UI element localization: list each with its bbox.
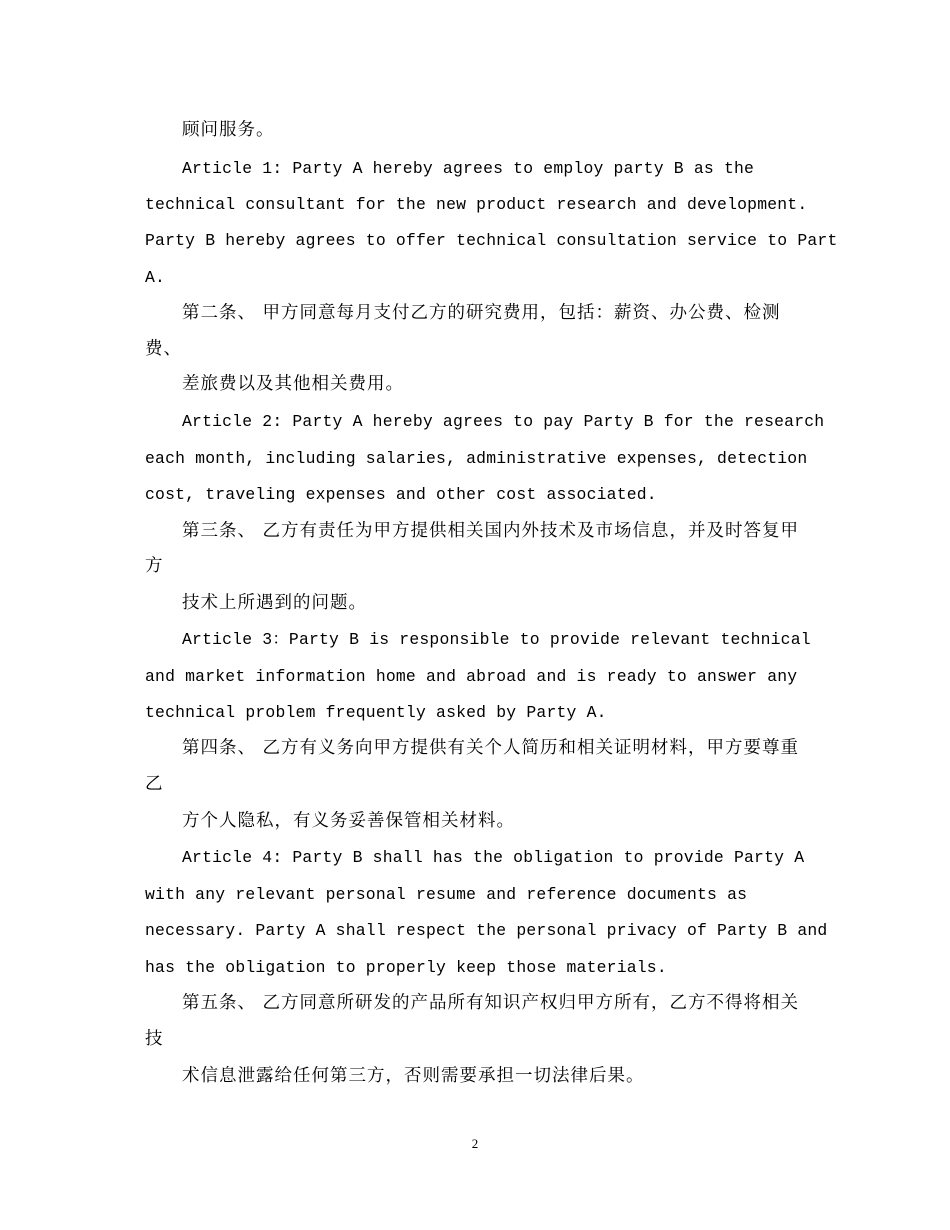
text-line: 第二条、 甲方同意每月支付乙方的研究费用，包括：薪资、办公费、检测 — [182, 303, 781, 323]
text-line: 费、 — [145, 339, 182, 359]
text-line: A. — [145, 268, 166, 287]
text-line: technical problem frequently asked by Party A. — [145, 703, 607, 722]
text-line: Party B hereby agrees to offer technical consultation service to Part — [145, 231, 838, 250]
text-line: Article 4: Party B shall has the obligation to provide Party A — [182, 848, 805, 867]
text-line: Article 3：Party B is responsible to provide relevant technical — [182, 630, 811, 649]
page-number: 2 — [471, 1136, 479, 1151]
text-line: and market information home and abroad and is ready to answer any — [145, 667, 798, 686]
text-line: Article 2: Party A hereby agrees to pay Party B for the research — [182, 412, 825, 431]
text-line: Article 1: Party A hereby agrees to employ party B as the — [182, 159, 755, 178]
text-line: 顾问服务。 — [182, 120, 275, 140]
text-line: 方个人隐私，有义务妥善保管相关材料。 — [182, 811, 515, 831]
text-line: each month, including salaries, administrative expenses, detection — [145, 449, 808, 468]
text-line: cost, traveling expenses and other cost associated. — [145, 485, 657, 504]
text-line: 第五条、 乙方同意所研发的产品所有知识产权归甲方所有，乙方不得将相关 — [182, 993, 800, 1013]
text-line: with any relevant personal resume and reference documents as — [145, 885, 748, 904]
text-line: necessary. Party A shall respect the personal privacy of Party B and — [145, 921, 828, 940]
text-line: 第四条、 乙方有义务向甲方提供有关个人简历和相关证明材料，甲方要尊重 — [182, 738, 800, 758]
text-line: 技 — [145, 1029, 164, 1049]
text-line: 乙 — [145, 774, 164, 794]
text-line: 术信息泄露给任何第三方，否则需要承担一切法律后果。 — [182, 1066, 645, 1086]
text-line: technical consultant for the new product research and development. — [145, 195, 808, 214]
text-line: 第三条、 乙方有责任为甲方提供相关国内外技术及市场信息，并及时答复甲 — [182, 521, 800, 541]
text-line: 差旅费以及其他相关费用。 — [182, 374, 404, 394]
text-line: 方 — [145, 556, 164, 576]
text-line: 技术上所遇到的问题。 — [182, 593, 367, 613]
text-line: has the obligation to properly keep those materials. — [145, 958, 667, 977]
